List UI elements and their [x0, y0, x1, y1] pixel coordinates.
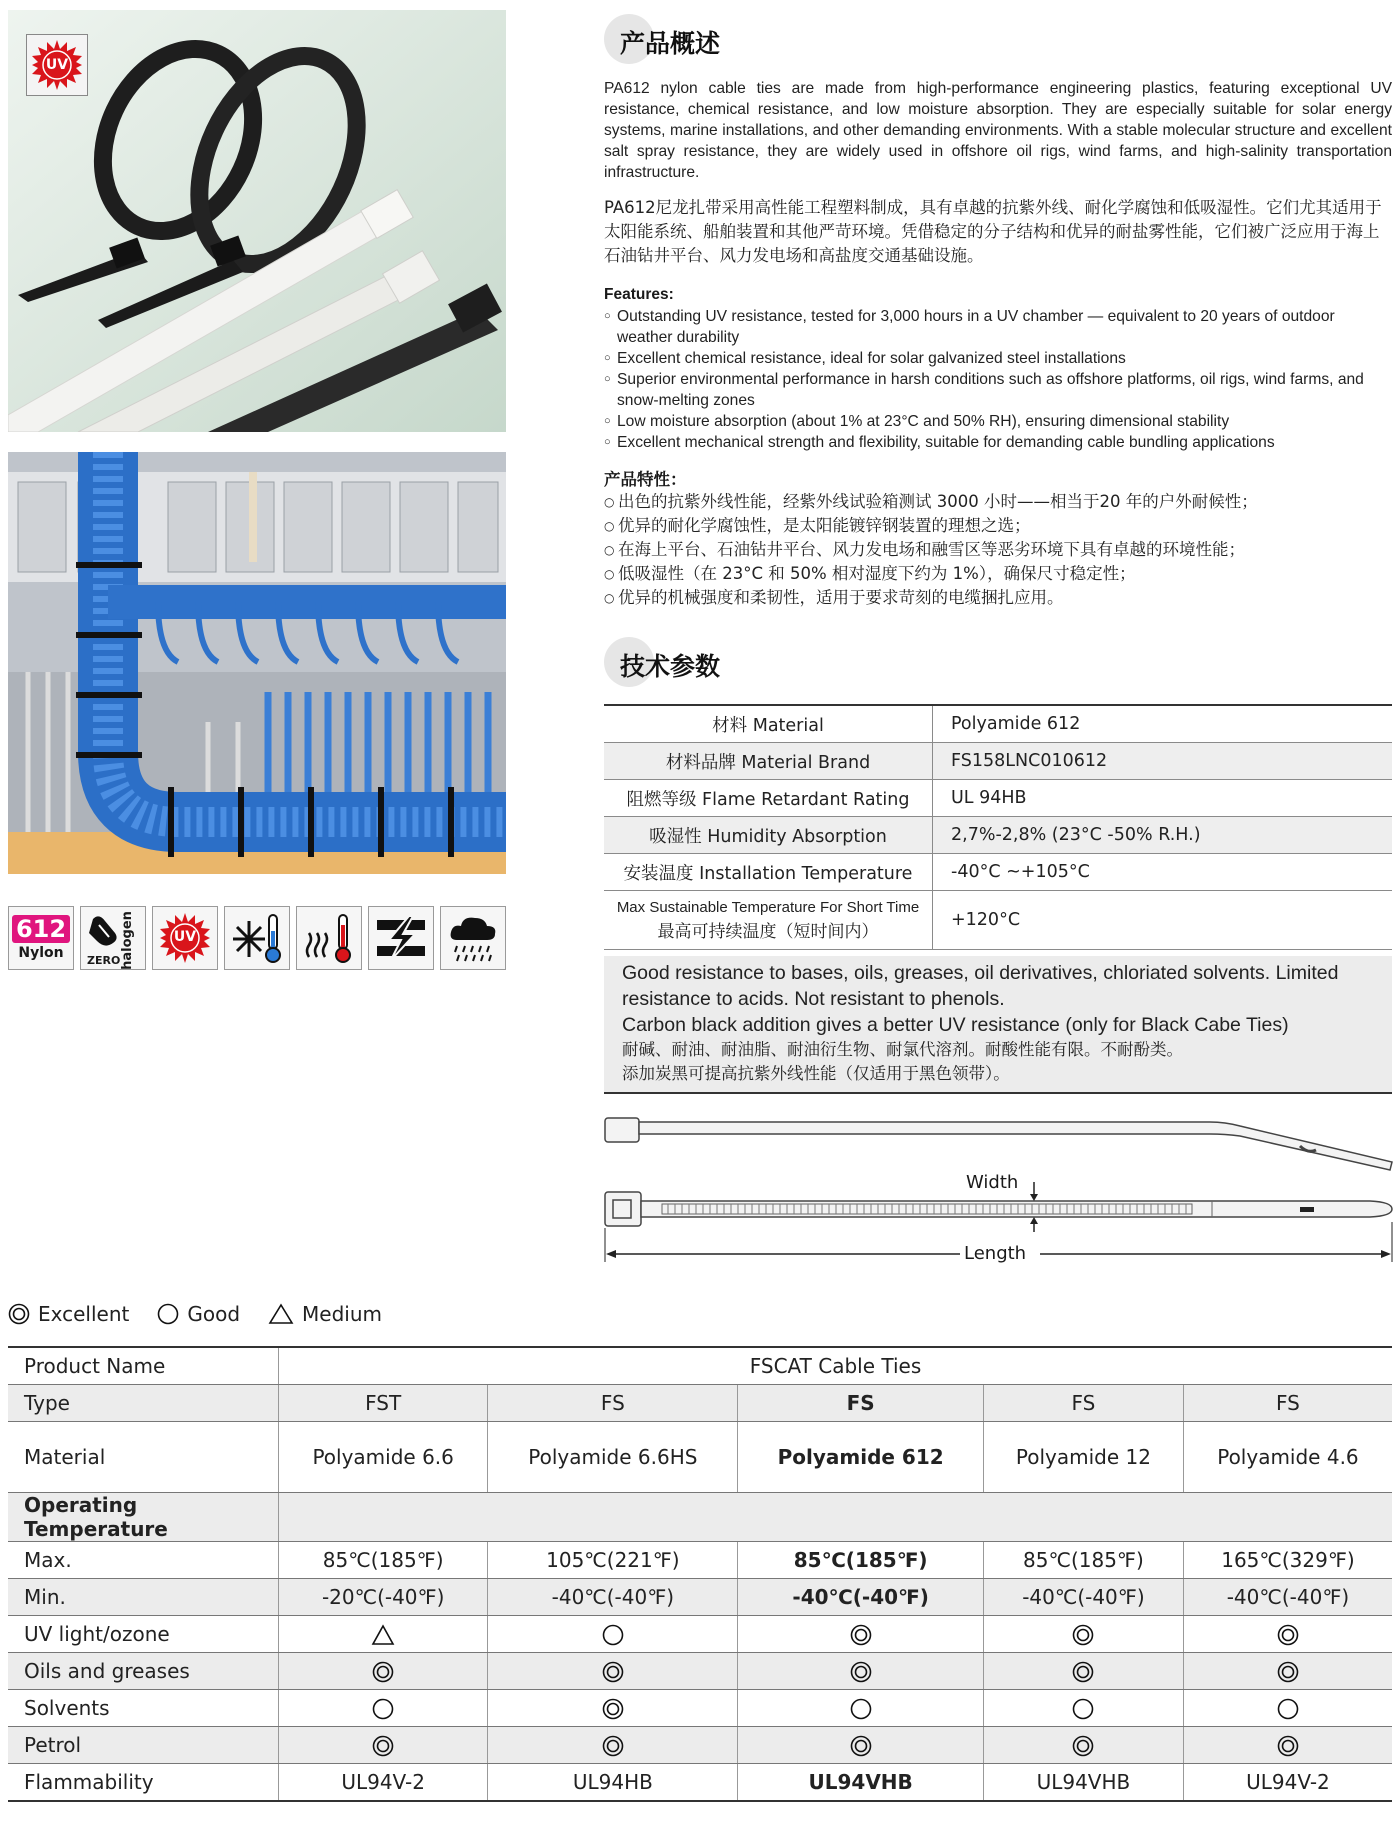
feature-zh-item: ○ 低吸湿性（在 23°C 和 50% 相对湿度下约为 1%），确保尺寸稳定性； — [604, 562, 1394, 586]
excellent-icon — [1072, 1661, 1094, 1683]
uv-icon-text: UV — [173, 929, 197, 945]
spec-label: 阻燃等级 Flame Retardant Rating — [604, 780, 933, 817]
feature-zh-item: ○ 在海上平台、石油钻井平台、风力发电场和融雪区等恶劣环境下具有卓越的环境性能； — [604, 538, 1394, 562]
nylon-612-number: 612 — [12, 915, 70, 943]
excellent-icon — [850, 1735, 872, 1757]
cell: FS — [488, 1385, 738, 1422]
overview-zh: PA612尼龙扎带采用高性能工程塑料制成，具有卓越的抗紫外线、耐化学腐蚀和低吸湿性。它们尤其适用于太阳能系统、船舶装置和其他严苛环境。凭借稳定的分子结构和优异的耐盐雾性能，它们被广泛应用于海上石油钻井平台、风力发电场和高盐度交通基础设施。 — [604, 198, 1382, 265]
feature-item: ○ Excellent mechanical strength and flexibility, suitable for demanding cable bundling applications — [604, 432, 1394, 453]
specs-title: 技术参数 — [620, 652, 721, 681]
type-row — [8, 1385, 1392, 1422]
snowflake-thermometer-icon — [229, 911, 285, 965]
excellent-icon — [602, 1661, 624, 1683]
excellent-icon — [602, 1698, 624, 1720]
resistance-note — [604, 956, 1392, 1094]
rating-cell — [279, 1727, 488, 1764]
row-label: Min. — [8, 1579, 279, 1616]
high-temperature-icon — [296, 906, 362, 970]
row-label: UV light/ozone — [8, 1616, 279, 1653]
features-title: Features: — [604, 286, 674, 303]
feature-item: ○ Superior environmental performance in harsh conditions such as offshore platforms, oil rigs, wind farms, and snow-melting zones — [604, 369, 1394, 411]
features-list — [604, 306, 1394, 453]
excellent-icon — [1072, 1735, 1094, 1757]
property-icons — [8, 906, 506, 970]
medium-icon — [268, 1303, 294, 1325]
row-label: Material — [8, 1422, 279, 1493]
row-label: Oils and greases — [8, 1653, 279, 1690]
spec-row — [604, 817, 1392, 854]
uv-badge-text: UV — [45, 57, 69, 73]
rating-cell — [983, 1616, 1183, 1653]
spec-value: 2,7%-2,8% (23°C -50% R.H.) — [933, 817, 1393, 854]
installation-photo — [8, 452, 506, 874]
legend-medium — [268, 1302, 382, 1326]
features-zh-list — [604, 490, 1394, 610]
row-label: Solvents — [8, 1690, 279, 1727]
uv-badge — [26, 34, 88, 96]
cell: Polyamide 12 — [983, 1422, 1183, 1493]
excellent-icon — [1277, 1735, 1299, 1757]
low-temperature-icon — [224, 906, 290, 970]
petrol-row — [8, 1727, 1392, 1764]
cell: FS — [738, 1385, 984, 1422]
oils-row — [8, 1653, 1392, 1690]
rating-cell — [488, 1727, 738, 1764]
row-label: Product Name — [8, 1347, 279, 1385]
note-zh-2: 添加炭黑可提高抗紫外线性能（仅适用于黑色领带）。 — [622, 1064, 1010, 1083]
cell: Polyamide 6.6HS — [488, 1422, 738, 1493]
good-icon — [1277, 1698, 1299, 1720]
cell: Polyamide 4.6 — [1183, 1422, 1392, 1493]
legend-excellent — [8, 1302, 129, 1326]
feature-item: ○ Excellent chemical resistance, ideal for solar galvanized steel installations — [604, 348, 1394, 369]
good-icon — [850, 1698, 872, 1720]
row-label: Operating Temperature — [8, 1493, 279, 1542]
rating-cell — [738, 1727, 984, 1764]
material-row — [8, 1422, 1392, 1493]
spec-label: 吸湿性 Humidity Absorption — [604, 817, 933, 854]
zero-text: ZERO — [87, 954, 121, 967]
note-en-2: Carbon black addition gives a better UV resistance (only for Black Cabe Ties) — [622, 1014, 1289, 1036]
heat-thermometer-icon — [301, 911, 357, 965]
cell: 105℃(221℉) — [488, 1542, 738, 1579]
cell: UL94VHB — [738, 1764, 984, 1802]
rain-cloud-icon — [447, 912, 499, 964]
rating-cell — [1183, 1653, 1392, 1690]
excellent-icon — [372, 1661, 394, 1683]
excellent-icon — [602, 1735, 624, 1757]
spec-row — [604, 705, 1392, 743]
rating-cell — [279, 1653, 488, 1690]
rating-cell — [488, 1616, 738, 1653]
cell: -20℃(-40℉) — [279, 1579, 488, 1616]
legend-excellent-label: Excellent — [38, 1302, 130, 1326]
rating-cell — [1183, 1690, 1392, 1727]
cell: UL94HB — [488, 1764, 738, 1802]
rating-cell — [738, 1690, 984, 1727]
medium-icon — [371, 1624, 395, 1646]
good-icon — [1072, 1698, 1094, 1720]
cell: -40℃(-40℉) — [1183, 1579, 1392, 1616]
excellent-icon — [850, 1624, 872, 1646]
lightning-icon — [368, 906, 434, 970]
row-label: Petrol — [8, 1727, 279, 1764]
nylon-text: Nylon — [18, 945, 64, 961]
cable-ties-photo — [8, 10, 506, 432]
excellent-icon — [1072, 1624, 1094, 1646]
legend-medium-label: Medium — [302, 1302, 383, 1326]
spec-value: UL 94HB — [933, 780, 1393, 817]
excellent-icon — [850, 1661, 872, 1683]
overview-heading — [604, 14, 904, 68]
cell: FS — [983, 1385, 1183, 1422]
cell: -40℃(-40℉) — [983, 1579, 1183, 1616]
cell: -40℃(-40℉) — [738, 1579, 984, 1616]
note-en-1: Good resistance to bases, oils, greases, oil derivatives, chloriated solvents. Limited resistance to acids. Not resistant to phenols. — [622, 962, 1339, 1010]
good-icon — [157, 1303, 179, 1325]
spec-label — [604, 891, 933, 950]
solvents-row — [8, 1690, 1392, 1727]
legend-good — [157, 1302, 240, 1326]
rating-cell — [1183, 1616, 1392, 1653]
spec-row — [604, 743, 1392, 780]
spec-value: Polyamide 612 — [933, 705, 1393, 743]
spec-label: 材料 Material — [604, 705, 933, 743]
spec-row — [604, 780, 1392, 817]
cell: 85℃(185℉) — [738, 1542, 984, 1579]
uv-resistant-icon — [152, 906, 218, 970]
cell: Polyamide 612 — [738, 1422, 984, 1493]
cell: FST — [279, 1385, 488, 1422]
spec-value: FS158LNC010612 — [933, 743, 1393, 780]
cell: 85℃(185℉) — [983, 1542, 1183, 1579]
cell — [279, 1493, 1393, 1542]
rating-cell — [1183, 1727, 1392, 1764]
cell: FS — [1183, 1385, 1392, 1422]
excellent-icon — [372, 1735, 394, 1757]
rating-cell — [488, 1690, 738, 1727]
feature-zh-item: ○ 优异的机械强度和柔韧性，适用于要求苛刻的电缆捆扎应用。 — [604, 586, 1394, 610]
width-label: Width — [966, 1172, 1019, 1193]
cell: UL94V-2 — [1183, 1764, 1392, 1802]
halogen-text: halogen — [120, 911, 136, 970]
cell: UL94V-2 — [279, 1764, 488, 1802]
specs-heading — [604, 637, 904, 691]
feature-item: ○ Low moisture absorption (about 1% at 23°C and 50% RH), ensuring dimensional stability — [604, 411, 1394, 432]
rating-cell — [983, 1690, 1183, 1727]
row-label: Max. — [8, 1542, 279, 1579]
flammability-row — [8, 1764, 1392, 1802]
product-row — [8, 1347, 1392, 1385]
rating-cell — [279, 1616, 488, 1653]
rating-cell — [738, 1653, 984, 1690]
excellent-icon — [8, 1303, 30, 1325]
halogen-free-icon — [80, 906, 146, 970]
cell: 85℃(185℉) — [279, 1542, 488, 1579]
operating-temp-row — [8, 1493, 1392, 1542]
spec-row — [604, 891, 1392, 950]
row-label: Type — [8, 1385, 279, 1422]
spec-label: 材料品牌 Material Brand — [604, 743, 933, 780]
spec-row — [604, 854, 1392, 891]
rating-legend — [8, 1302, 410, 1326]
length-label: Length — [964, 1243, 1027, 1264]
uv-row — [8, 1616, 1392, 1653]
rating-cell — [488, 1653, 738, 1690]
max-temp-row — [8, 1542, 1392, 1579]
nylon-612-icon — [8, 906, 74, 970]
note-zh-1: 耐碱、耐油、耐油脂、耐油衍生物、耐氯代溶剂。耐酸性能有限。不耐酚类。 — [622, 1040, 1183, 1059]
good-icon — [602, 1624, 624, 1646]
comparison-table — [8, 1346, 1392, 1802]
row-label: Flammability — [8, 1764, 279, 1802]
features-zh-title: 产品特性： — [604, 470, 687, 489]
good-icon — [372, 1698, 394, 1720]
overview-en: PA612 nylon cable ties are made from high-performance engineering plastics, featuring exceptional UV resistance, chemical resistance, and low moisture absorption. They are especially suitable for solar energy systems, marine installations, and other demanding environments. With a stable molecular structure and excellent salt spray resistance, they are widely used in offshore oil rigs, wind farms, and high-salinity transportation infrastructure. — [604, 80, 1392, 181]
legend-good-label: Good — [187, 1302, 241, 1326]
rating-cell — [738, 1616, 984, 1653]
excellent-icon — [1277, 1661, 1299, 1683]
spec-label: 安装温度 Installation Temperature — [604, 854, 933, 891]
cell: UL94VHB — [983, 1764, 1183, 1802]
weather-resistant-icon — [440, 906, 506, 970]
rating-cell — [983, 1727, 1183, 1764]
feature-zh-item: ○ 优异的耐化学腐蚀性，是太阳能镀锌钢装置的理想之选； — [604, 514, 1394, 538]
product-name: FSCAT Cable Ties — [279, 1347, 1393, 1385]
overview-title: 产品概述 — [620, 29, 721, 58]
cell: -40℃(-40℉) — [488, 1579, 738, 1616]
spec-value: -40°C ~+105°C — [933, 854, 1393, 891]
spec-value: +120°C — [933, 891, 1393, 950]
cable-tie-diagram — [600, 1110, 1396, 1270]
feature-zh-item: ○ 出色的抗紫外线性能，经紫外线试验箱测试 3000 小时——相当于20 年的户外耐候性； — [604, 490, 1394, 514]
min-temp-row — [8, 1579, 1392, 1616]
rating-cell — [983, 1653, 1183, 1690]
specs-table — [604, 704, 1392, 950]
spec-label-zh: 最高可持续温度（短时间内） — [657, 922, 879, 942]
bolt-icon — [375, 916, 427, 960]
cell: Polyamide 6.6 — [279, 1422, 488, 1493]
cell: 165℃(329℉) — [1183, 1542, 1392, 1579]
spec-label-en: Max Sustainable Temperature For Short Time — [616, 899, 920, 916]
rating-cell — [279, 1690, 488, 1727]
feature-item: ○ Outstanding UV resistance, tested for 3,000 hours in a UV chamber — equivalent to 20 years of outdoor weather durability — [604, 306, 1394, 348]
excellent-icon — [1277, 1624, 1299, 1646]
